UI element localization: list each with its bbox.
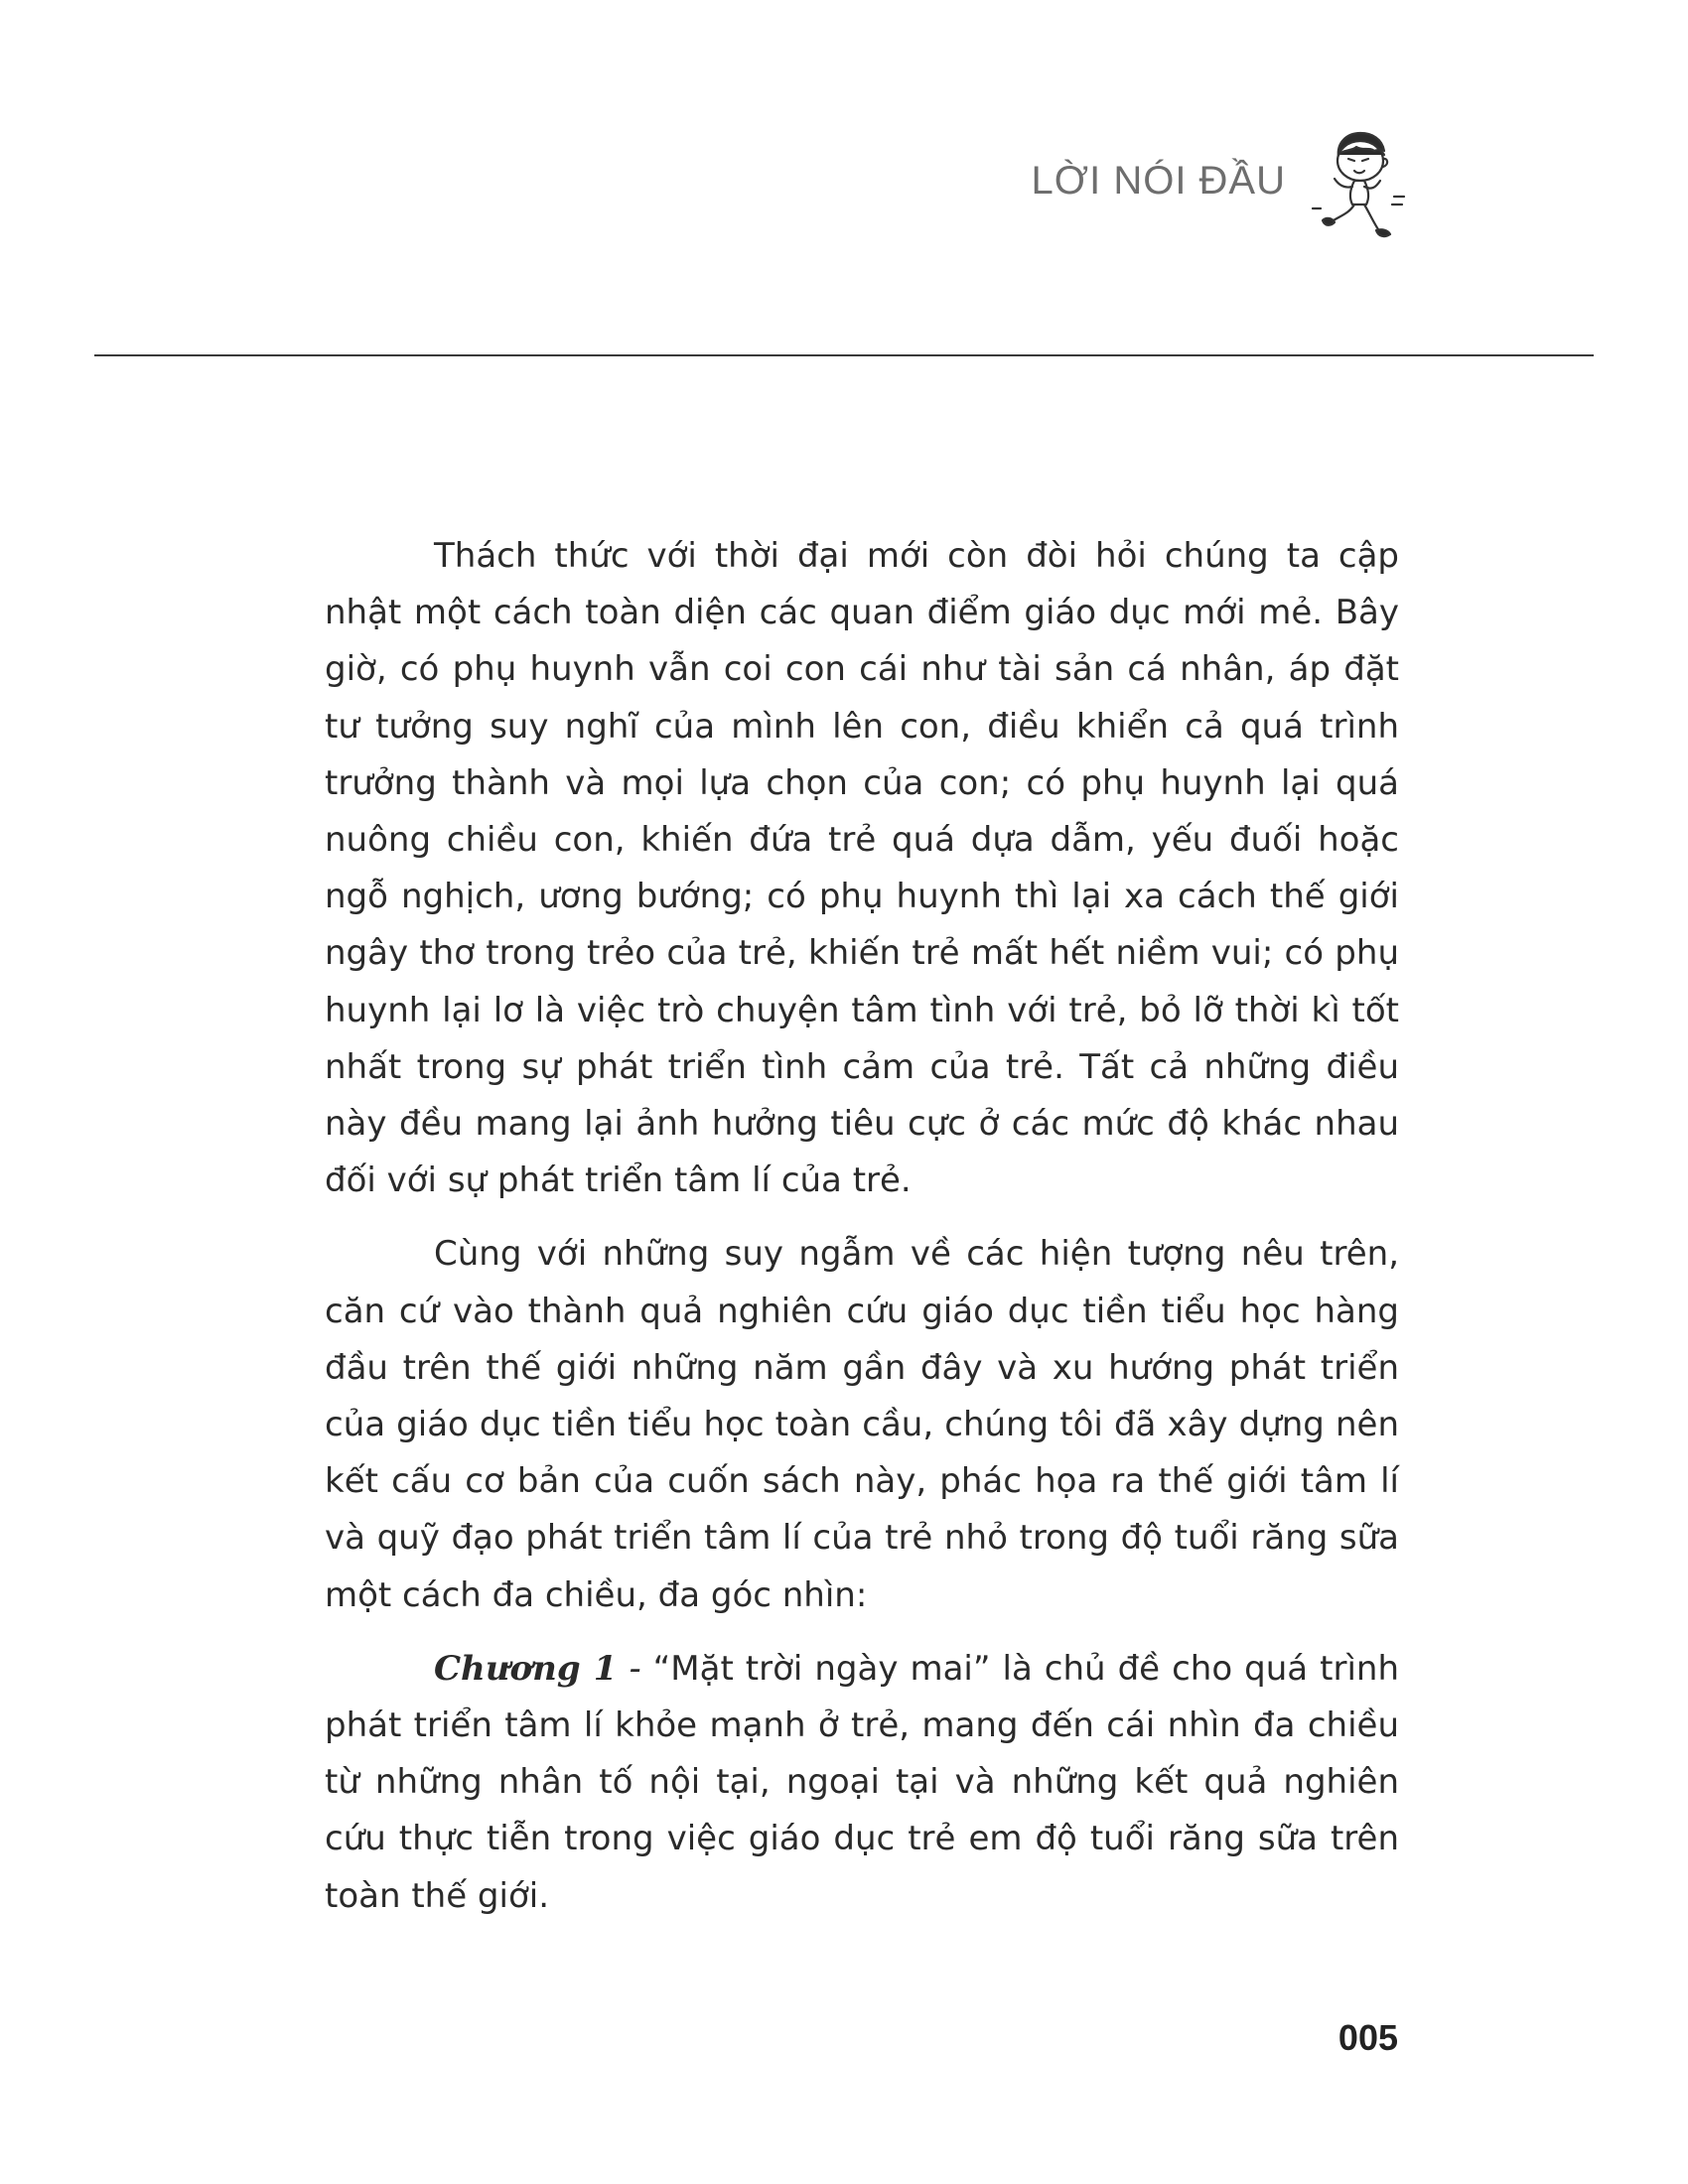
page-number: 005 — [1337, 2017, 1398, 2058]
header-divider — [94, 354, 1594, 356]
chapter-separator: - — [617, 1648, 653, 1689]
running-boy-icon — [1309, 127, 1408, 244]
paragraph: Cùng với những suy ngẫm về các hiện tượng nêu trên, căn cứ vào thành quả nghiên cứu giáo dục tiền tiểu học hàng đầu trên thế giới những năm gần đây và xu hướng phát triển của giáo dục tiền tiểu học toàn cầu, chúng tôi đã xây dựng nên kết cấu cơ bản của cuốn sách này, phác họa ra thế giới tâm lí và quỹ đạo phát triển tâm lí của trẻ nhỏ trong độ tuổi răng sữa một cách đa chiều, đa góc nhìn: — [325, 1234, 1399, 1615]
paragraph: Thách thức với thời đại mới còn đòi hỏi chúng ta cập nhật một cách toàn diện các quan điểm giáo dục mới mẻ. Bây giờ, có phụ huynh vẫn coi con cái như tài sản cá nhân, áp đặt tư tưởng suy nghĩ của mình lên con, điều khiển cả quá trình trưởng thành và mọi lựa chọn của con; có phụ huynh lại quá nuông chiều con, khiến đứa trẻ quá dựa dẫm, yếu đuối hoặc ngỗ nghịch, ương bướng; có phụ huynh thì lại xa cách thế giới ngây thơ trong trẻo của trẻ, khiến trẻ mất hết niềm vui; có phụ huynh lại lơ là việc trò chuyện tâm tình với trẻ, bỏ lỡ thời kì tốt nhất trong sự phát triển tình cảm của trẻ. Tất cả những điều này đều mang lại ảnh hưởng tiêu cực ở các mức độ khác nhau đối với sự phát triển tâm lí của trẻ. — [325, 536, 1399, 1201]
paragraph — [325, 1641, 1399, 1925]
body-text — [325, 528, 1399, 1942]
chapter-description: “Mặt trời ngày mai” là chủ đề cho quá trình phát triển tâm lí khỏe mạnh ở trẻ, mang đến cái nhìn đa chiều từ những nhân tố nội tại, ngoại tại và những kết quả nghiên cứu thực tiễn trong việc giáo dục trẻ em độ tuổi răng sữa trên toàn thế giới. — [325, 1648, 1399, 1916]
chapter-label: Chương 1 — [434, 1648, 618, 1689]
page-header-title: LỜI NÓI ĐẦU — [1031, 159, 1286, 203]
